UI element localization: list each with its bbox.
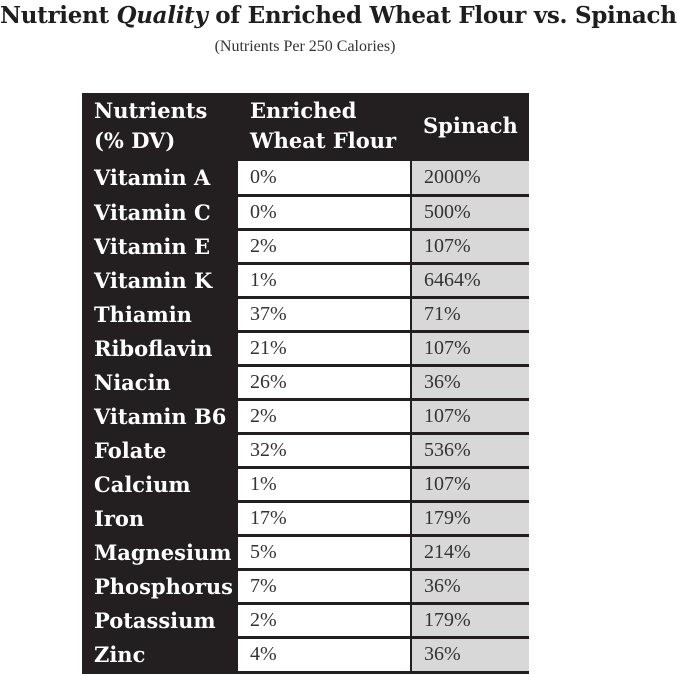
nutrient-cell: Vitamin B6: [82, 399, 238, 433]
spinach-value-cell: 2000%: [411, 161, 529, 195]
title-part-1: Nutrient: [0, 2, 117, 29]
flour-value-cell: 4%: [238, 637, 411, 671]
spinach-value-cell: 107%: [411, 331, 529, 365]
header-flour-line1: Enriched: [250, 98, 357, 123]
header-nutrients-line1: Nutrients: [94, 98, 208, 123]
spinach-value-cell: 536%: [411, 433, 529, 467]
flour-value-cell: 5%: [238, 535, 411, 569]
spinach-value-cell: 36%: [411, 637, 529, 671]
table-row: [82, 535, 529, 569]
spinach-value-cell: 214%: [411, 535, 529, 569]
table-row: [82, 637, 529, 671]
nutrient-table-container: [82, 93, 529, 674]
header-nutrients-line2: (% DV): [94, 128, 176, 153]
title-emphasis: Quality: [116, 2, 208, 29]
spinach-value-cell: 71%: [411, 297, 529, 331]
flour-value-cell: 1%: [238, 467, 411, 501]
chart-subtitle: (Nutrients Per 250 Calories): [214, 38, 396, 55]
nutrient-cell: Thiamin: [82, 297, 238, 331]
table-header-row: [82, 93, 529, 161]
table-row: [82, 161, 529, 195]
header-spinach: Spinach: [411, 93, 529, 161]
nutrient-cell: Phosphorus: [82, 569, 238, 603]
table-row: [82, 297, 529, 331]
table-row: [82, 365, 529, 399]
nutrient-cell: Iron: [82, 501, 238, 535]
spinach-value-cell: 179%: [411, 501, 529, 535]
flour-value-cell: 17%: [238, 501, 411, 535]
flour-value-cell: 0%: [238, 161, 411, 195]
spinach-value-cell: 6464%: [411, 263, 529, 297]
spinach-value-cell: 36%: [411, 569, 529, 603]
nutrient-cell: Zinc: [82, 637, 238, 671]
nutrient-cell: Folate: [82, 433, 238, 467]
table-row: [82, 603, 529, 637]
nutrient-cell: Vitamin E: [82, 229, 238, 263]
spinach-value-cell: 107%: [411, 229, 529, 263]
table-row: [82, 331, 529, 365]
header-flour-line2: Wheat Flour: [250, 128, 397, 153]
flour-value-cell: 26%: [238, 365, 411, 399]
nutrient-cell: Vitamin C: [82, 195, 238, 229]
chart-title: [0, 2, 677, 29]
table-row: [82, 433, 529, 467]
table-row: [82, 501, 529, 535]
flour-value-cell: 7%: [238, 569, 411, 603]
flour-value-cell: 21%: [238, 331, 411, 365]
flour-value-cell: 2%: [238, 603, 411, 637]
nutrient-cell: Vitamin A: [82, 161, 238, 195]
table-row: [82, 229, 529, 263]
table-row: [82, 467, 529, 501]
nutrient-cell: Vitamin K: [82, 263, 238, 297]
nutrient-cell: Potassium: [82, 603, 238, 637]
flour-value-cell: 0%: [238, 195, 411, 229]
table-body: [82, 161, 529, 671]
nutrient-table: [82, 93, 529, 671]
flour-value-cell: 37%: [238, 297, 411, 331]
nutrient-cell: Niacin: [82, 365, 238, 399]
table-row: [82, 569, 529, 603]
header-flour: [238, 93, 411, 161]
title-part-2: of Enriched Wheat Flour vs. Spinach: [207, 2, 677, 29]
spinach-value-cell: 107%: [411, 467, 529, 501]
table-row: [82, 399, 529, 433]
nutrient-cell: Magnesium: [82, 535, 238, 569]
table-row: [82, 195, 529, 229]
spinach-value-cell: 179%: [411, 603, 529, 637]
flour-value-cell: 2%: [238, 399, 411, 433]
flour-value-cell: 1%: [238, 263, 411, 297]
flour-value-cell: 2%: [238, 229, 411, 263]
flour-value-cell: 32%: [238, 433, 411, 467]
table-row: [82, 263, 529, 297]
nutrient-cell: Calcium: [82, 467, 238, 501]
header-nutrients: [82, 93, 238, 161]
nutrient-cell: Riboflavin: [82, 331, 238, 365]
spinach-value-cell: 36%: [411, 365, 529, 399]
spinach-value-cell: 107%: [411, 399, 529, 433]
spinach-value-cell: 500%: [411, 195, 529, 229]
